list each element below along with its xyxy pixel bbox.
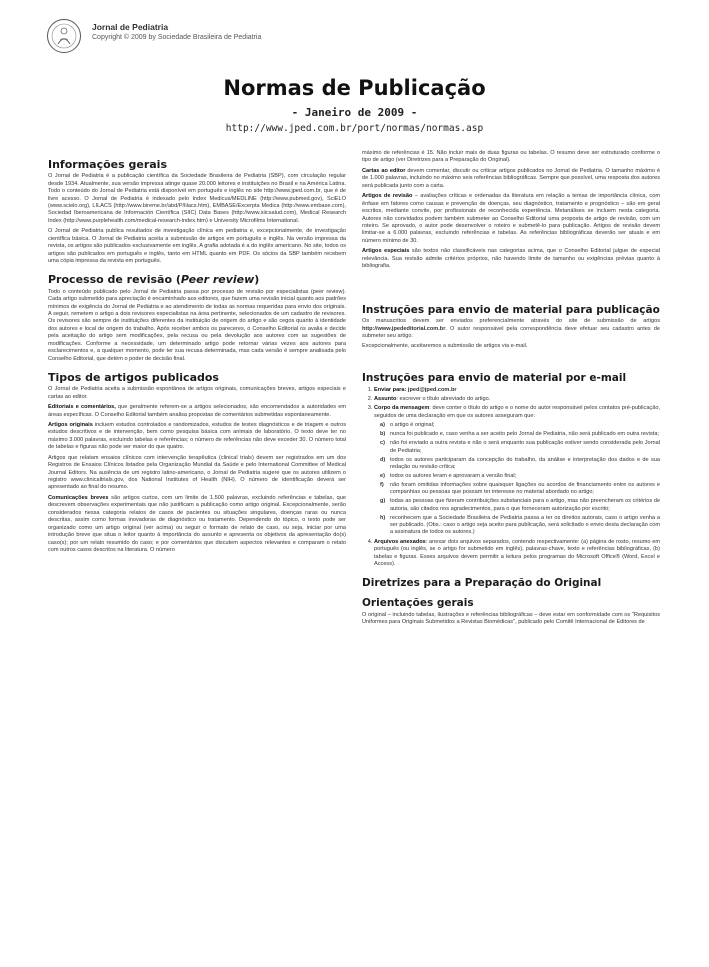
email-instructions-list — [362, 387, 660, 569]
list-item: 3. Corpo da mensagem: deve conter o título do artigo e o nome do autor responsável pelos contatos pré-publicação, seguidos de uma declaração em que os autores asseguram que: a) o artigo é original; b) nunca foi publicado e, caso venha a ser aceito pelo Jornal de Pediatria, não será publicado em outra revista; c) não foi enviado a outra revista e não o será enquanto sua publicação estiver sendo considerada pelo Jornal de Pediatria; d) todos os autores participaram da concepção do trabalho, da análise e interpretação dos dados e de sua redação ou revisão crítica; e) todos os autores leram e aprovaram a versão final; f) não foram omitidas informações sobre quaisquer ligações ou acordos de financiamento entre os autores e companhias ou pessoas que possam ter interesse no material abordado no artigo; g) todas as pessoas que fizeram contribuições substanciais para o artigo, mas não preencheram os critérios de autoria, são citados nos agradecimentos, para o que forneceram autorização por escrito; h) reconhecem que a Sociedade Brasileira de Pediatria passa a ter os direitos autorais, caso o artigo venha a ser publicado. (Obs.: caso o artigo seja aceito para publicação, será solicitado o envio desta declaração com a assinatura de todos os autores.) — [374, 405, 660, 537]
envio-heading: Instruções para envio de material para publicação — [362, 303, 660, 316]
journal-name: Jornal de Pediatria — [92, 22, 169, 32]
info-paragraph-1: O Jornal de Pediatria é a publicação científica da Sociedade Brasileira de Pediatria (SBP), com circulação regular desde 1934. Atualmente, sua versão impressa atinge quase 20.000 leitores e instituições no Brasil e na América Latina. Todo o conteúdo do Jornal de Pediatria está disponível em português e inglês no site http://www.jped.com.br, que é de livre acesso. O Jornal de Pediatria é indexado pelo Index Medicus/MEDLINE (http://www.pubmed.gov), SciELO (www.scielo.org), LILACS (http://www.bireme.br/abd/P/lilacs.htm), EMBASE/Excerpta Medica (http://www.embase.com), Sociedad Iberoamericana de Información Científica (SIIC) Data Bases (http://www.siicsalud.com), Medical Research Index (http://www.purplehealth.com/medical-research-index.htm) e University Microfilms International. — [48, 173, 346, 224]
sublist-item: g) todas as pessoas que fizeram contribuições substanciais para o artigo, mas não preencheram os critérios de autoria, são citados nos agradecimentos, para o que forneceram autorização por escrito; — [380, 498, 660, 512]
list-item: 2. Assunto: escrever o título abreviado do artigo. — [374, 396, 660, 403]
review-heading: Processo de revisão (Peer review) — [48, 273, 260, 287]
left-column — [48, 150, 346, 557]
email-address[interactable]: jped@jped.com.br — [406, 386, 457, 393]
continuation-paragraph: máximo de referências é 15. Não incluir mais de duas figuras ou tabelas. O resumo deve ser estruturado conforme o tipo de artigo (ver Diretrizes para a Preparação do Original). — [362, 150, 660, 164]
list-item: 4. Arquivos anexados: anexar dois arquivos separados, contendo respectivamente: (a) página de rosto, resumo em português (ou inglês, se o artigo for submetido em inglês), palavras-chave, texto e referências bibliográficas, (b) tabelas e figuras. Esses arquivos devem permitir a leitura pelos programas do Microsoft Office® (Word, Excel e Access). — [374, 539, 660, 569]
sublist-item: d) todos os autores participaram da concepção do trabalho, da análise e interpretação dos dados e de sua redação ou revisão crítica; — [380, 456, 660, 470]
cartas-paragraph: Cartas ao editor devem comentar, discutir ou criticar artigos publicados no Jornal de Pediatria. O tamanho máximo é de 1.000 palavras, incluindo no máximo seis referências bibliográficas. Sempre que possível, uma resposta dos autores será publicada junto com a carta. — [362, 167, 660, 189]
declaration-sublist — [374, 422, 660, 537]
clinical-trials-paragraph: Artigos que relatam ensaios clínicos com intervenção terapêutica (clinical trials) devem ser registrados em um dos Registros de Ensaios Clínicos listados pela Organização Mundial da Saúde e pelo International Committee of Medical Journal Editors. Na ausência de um registro latino-americano, o Jornal de Pediatria sugere que os autores utilizem o registro www.clinicaltrials.gov, dos National Institutes of Health (NIH). O número de identificação deverá ser apresentado ao final do resumo. — [48, 454, 346, 491]
sublist-item: a) o artigo é original; — [380, 422, 435, 429]
email-heading: Instruções para envio de material por e-mail — [362, 371, 627, 384]
diretrizes-heading: Diretrizes para a Preparação do Original — [362, 576, 602, 589]
right-column — [362, 150, 660, 630]
sublist-item: e) todos os autores leram e aprovaram a versão final; — [380, 472, 517, 479]
envio-paragraph-1: Os manuscritos devem ser enviados preferencialmente através do site de submissão de artigos http://www.jpededitorial.com.br. O autor responsável pela correspondência deve efetuar seu cadastro antes de submeter seu artigo. — [362, 318, 660, 340]
editoriais-paragraph: Editoriais e comentários, que geralmente referem-se a artigos selecionados, são encomendados a autoridades em áreas específicas. O Conselho Editorial também analisa propostas de comentários submetidas espontaneamente. — [48, 404, 346, 418]
types-paragraph-1: O Jornal de Pediatria aceita a submissão espontânea de artigos originais, comunicações breves, artigos especiais e cartas ao editor. — [48, 386, 346, 400]
copyright-notice: Copyright © 2009 by Sociedade Brasileira de Pediatria — [92, 34, 262, 41]
publication-date: - Janeiro de 2009 - — [291, 106, 418, 119]
types-heading: Tipos de artigos publicados — [48, 371, 219, 384]
sublist-item: c) não foi enviado a outra revista e não o será enquanto sua publicação estiver sendo considerada pelo Jornal de Pediatria; — [380, 440, 660, 454]
comunicacoes-paragraph: Comunicações breves são artigos curtos, com um limite de 1.500 palavras, excluindo referências e tabelas, que descrevem observações experimentais que não justificam a publicação como artigo original. Excepcionalmente, serão considerados nessa categoria relatos de casos de pacientes ou situações singulares, doenças raras ou nunca descritas, assim como formas inovadoras de diagnóstico ou tratamento. Dependendo do tópico, o texto pode ser organizado como um artigo original (ver acima) ou seguir o formato de relato de caso, ou seja, iniciar por uma introdução breve que situa o leitor quanto à importância do assunto e apresenta os objetivos da apresentação do(s) caso(s); por um relato resumido do caso; e por comentários que discutem aspectos relevantes e comparam o relato com outros casos descritos na literatura. O número — [48, 494, 346, 553]
list-item: 1. Enviar para: jped@jped.com.br — [374, 387, 660, 394]
sbp-seal-logo — [46, 18, 82, 54]
revisao-paragraph: Artigos de revisão – avaliações críticas e ordenadas da literatura em relação a temas de importância clínica, com ênfase em fatores como causas e prevenção de doenças, seu diagnóstico, tratamento e prognóstico – são em geral escritos, mediante convite, por profissionais de reconhecida experiência. Metanálises se incluem nesta categoria. Autores não convidados podem também submeter ao Conselho Editorial uma proposta de artigo de revisão, com um roteiro. Se aprovado, o autor pode desenvolver o roteiro e submetê-lo para publicação. Artigos de revisão devem limitar-se a 6.000 palavras, excluindo referências e tabelas. As referências bibliográficas deverão ser atuais e em número mínimo de 30. — [362, 193, 660, 244]
originais-paragraph: Artigos originais incluem estudos controlados e randomizados, estudos de testes diagnósticos e de triagem e outros estudos descritivos e de intervenção, bem como pesquisa básica com animais de laboratório. O texto deve ter no máximo 3.000 palavras, excluindo tabelas e referências; o número de referências não deve exceder 30. O número total de tabelas e figuras não pode ser maior do que quatro. — [48, 421, 346, 451]
normas-url: http://www.jped.com.br/port/normas/normas.asp — [225, 123, 484, 134]
especiais-paragraph: Artigos especiais são textos não classificáveis nas categorias acima, que o Conselho Editorial julgue de especial relevância. Sua revisão admite critérios próprios, não havendo limite de tamanho ou exigências prévias quanto à bibliografia. — [362, 248, 661, 270]
info-paragraph-2: O Jornal de Pediatria publica resultados de investigação clínica em pediatria e, excepcionalmente, de investigação científica básica. O Jornal de Pediatria aceita a submissão de artigos em português e inglês. Na versão impressa da revista, os artigos são publicados exclusivamente em inglês. A grafia adotada é a do inglês americano. No site, todos os artigos são publicados em português e inglês, tanto em HTML quanto em PDF. Os sócios da SBP também recebem uma cópia impressa da revista em português. — [48, 228, 346, 264]
sublist-item: f) não foram omitidas informações sobre quaisquer ligações ou acordos de financiamento entre os autores e companhias ou pessoas que possam ter interesse no material abordado no artigo; — [380, 481, 660, 496]
page-title: Normas de Publicação — [223, 76, 486, 100]
orientacoes-heading: Orientações gerais — [362, 597, 474, 610]
review-paragraph: Todo o conteúdo publicado pelo Jornal de Pediatria passa por processo de revisão por especialistas (peer review). Cada artigo submetido para apreciação é encaminhado aos editores, que fazem uma revisão inicial quanto aos padrões mínimos de exigência do Jornal de Pediatria e ao atendimento de todas as normas requeridas para envio dos originais. A seguir, remetem o artigo a dois revisores especialistas na área pertinente, selecionados de um cadastro de revisores. Os revisores são sempre de instituições diferentes da instituição de origem do artigo e são cegos quanto à identidade dos autores e local de origem do trabalho. Após receber ambos os pareceres, o Conselho Editorial os avalia e decide pela aceitação do artigo sem modificações, pela recusa ou pela devolução aos autores com as sugestões de modificações. Conforme a necessidade, um determinado artigo pode retornar várias vezes aos autores para esclarecimentos e, a qualquer momento, pode ter sua recusa determinada, mas cada versão é sempre analisada pelo Conselho Editorial, que detém o poder de decisão final. — [48, 288, 346, 362]
sublist-item: b) nunca foi publicado e, caso venha a ser aceito pelo Jornal de Pediatria, não será publicado em outra revista; — [380, 431, 659, 438]
sublist-item: h) reconhecem que a Sociedade Brasileira de Pediatria passa a ter os direitos autorais, caso o artigo venha a ser publicado. (Obs.: caso o artigo seja aceito para publicação, será solicitado o envio desta declaração com a assinatura de todos os autores.) — [380, 514, 660, 536]
info-heading: Informações gerais — [48, 158, 167, 171]
envio-paragraph-2: Excepcionalmente, aceitaremos a submissão de artigos via e-mail. — [362, 343, 528, 350]
orientacoes-paragraph: O original – incluindo tabelas, ilustrações e referências bibliográficas – deve estar em conformidade com os "Requisitos Uniformes para Originais Submetidos a Revistas Biomédicas", publicado pelo Comitê Internacional de Editores de — [362, 611, 660, 626]
submission-site-link[interactable]: http://www.jpededitorial.com.br — [362, 325, 446, 332]
